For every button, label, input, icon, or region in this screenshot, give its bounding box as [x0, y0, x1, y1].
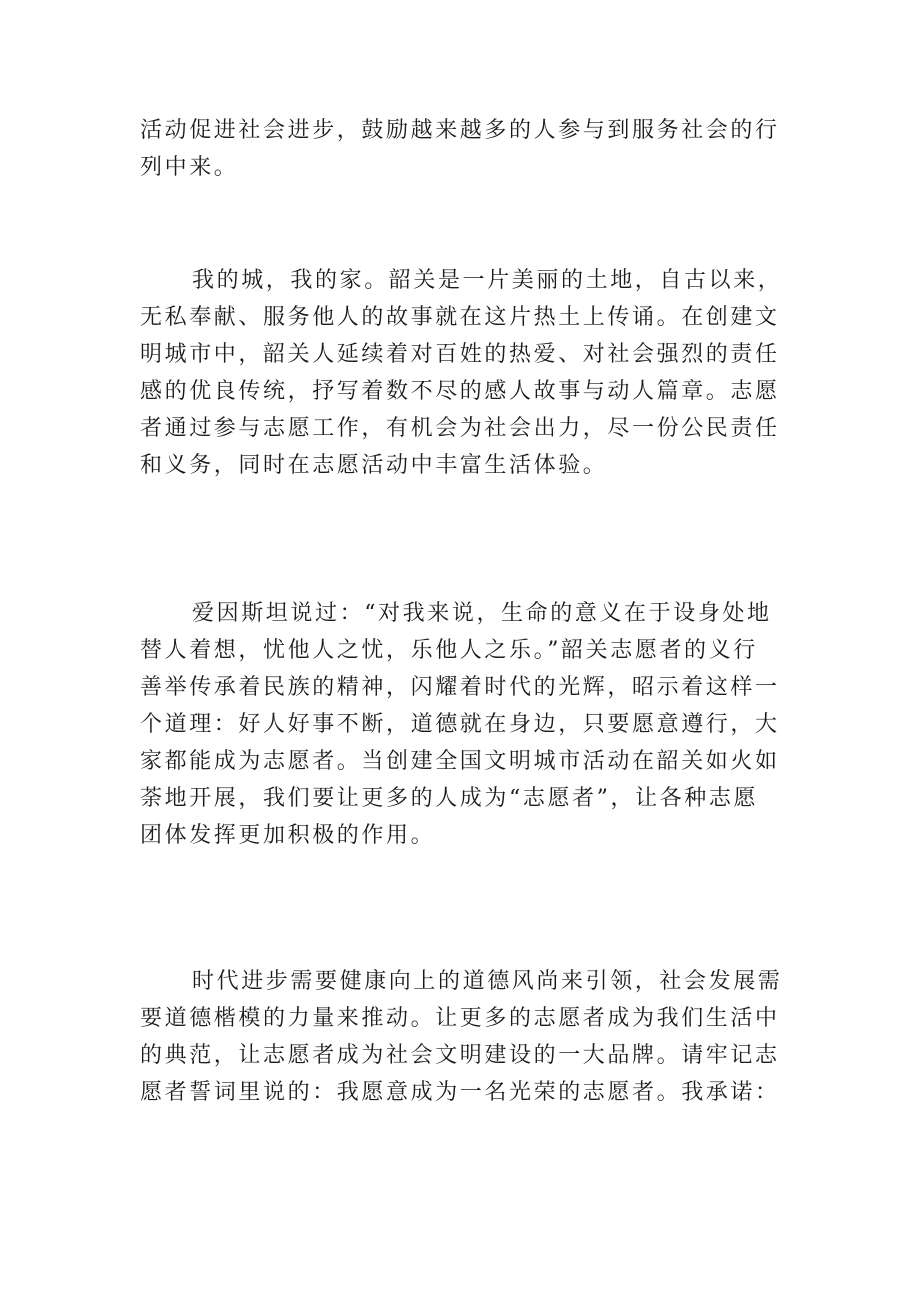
text-line: 列中来。 — [140, 155, 239, 180]
text-line: 活动促进社会进步，鼓励越来越多的人参与到服务社会的行 — [140, 118, 780, 143]
text-line: 善举传承着民族的精神，闪耀着时代的光辉，昭示着这样一 — [140, 675, 780, 700]
text-line: 无私奉献、服务他人的故事就在这片热土上传诵。在创建文 — [140, 305, 780, 330]
text-line: 者通过参与志愿工作，有机会为社会出力，尽一份公民责任 — [140, 416, 780, 441]
text-line: 个道理：好人好事不断，道德就在身边，只要愿意遵行，大 — [140, 712, 780, 737]
paragraph-continuation — [140, 112, 790, 186]
text-line: 团体发挥更加积极的作用。 — [140, 823, 436, 848]
text-line: 要道德楷模的力量来推动。让更多的志愿者成为我们生活中 — [140, 1006, 780, 1031]
text-line: 明城市中，韶关人延续着对百姓的热爱、对社会强烈的责任 — [140, 342, 780, 367]
text-line: 家都能成为志愿者。当创建全国文明城市活动在韶关如火如 — [140, 749, 780, 774]
text-line: 愿者誓词里说的：我愿意成为一名光荣的志愿者。我承诺： — [140, 1080, 780, 1105]
text-line: 的典范，让志愿者成为社会文明建设的一大品牌。请牢记志 — [140, 1043, 780, 1068]
text-line: 替人着想，忧他人之忧，乐他人之乐。”韶关志愿者的义行 — [140, 638, 758, 663]
paragraph-times-progress — [140, 963, 790, 1111]
text-line: 和义务，同时在志愿活动中丰富生活体验。 — [140, 453, 608, 478]
text-line: 感的优良传统，抒写着数不尽的感人故事与动人篇章。志愿 — [140, 379, 780, 404]
paragraph-my-city — [140, 262, 790, 484]
text-line: 荼地开展，我们要让更多的人成为“志愿者”，让各种志愿 — [140, 786, 759, 811]
text-line: 我的城，我的家。韶关是一片美丽的土地，自古以来， — [192, 268, 783, 293]
text-line: 时代进步需要健康向上的道德风尚来引领，社会发展需 — [192, 969, 783, 994]
paragraph-einstein-quote — [140, 595, 790, 854]
text-line: 爱因斯坦说过：“对我来说，生命的意义在于设身处地 — [192, 601, 772, 626]
